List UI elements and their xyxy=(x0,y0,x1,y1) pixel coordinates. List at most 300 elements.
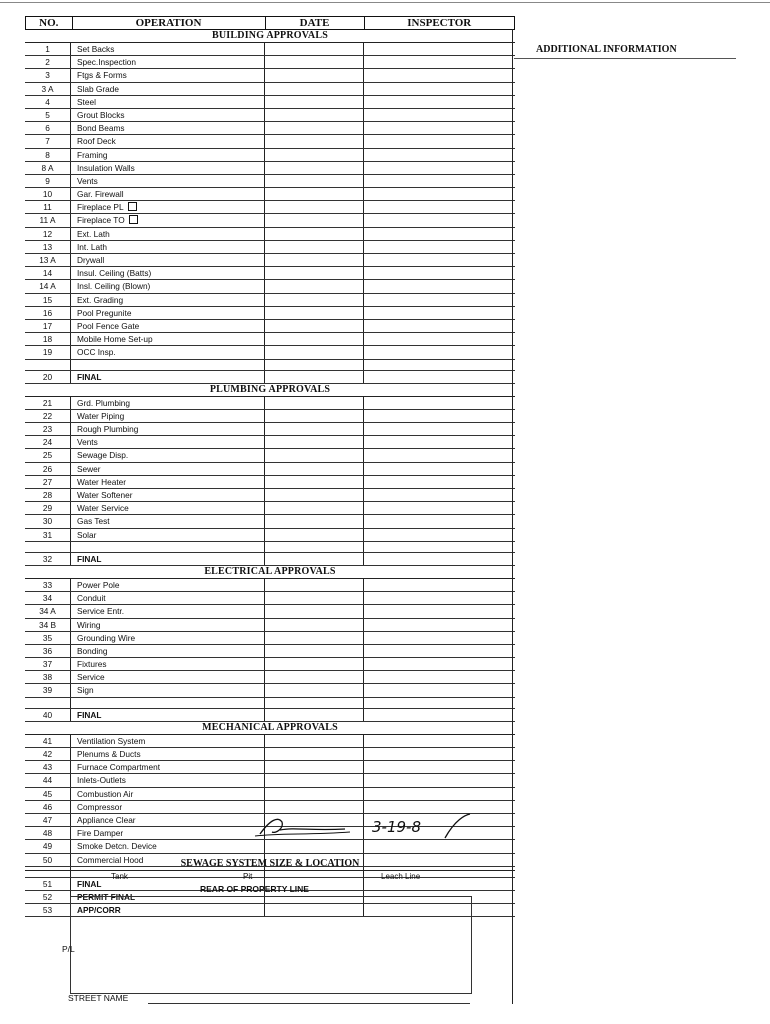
row-number: 49 xyxy=(25,840,71,852)
table-row xyxy=(25,619,515,632)
operation-label: Bonding xyxy=(77,645,108,656)
row-inspector-field[interactable] xyxy=(364,254,515,266)
row-operation xyxy=(71,735,265,747)
row-date-field[interactable] xyxy=(265,294,364,306)
operation-label: Wiring xyxy=(77,619,101,630)
table-row xyxy=(25,371,515,384)
section-title: ELECTRICAL APPROVALS xyxy=(25,566,515,579)
row-inspector-field[interactable] xyxy=(364,709,515,721)
top-rule xyxy=(0,2,770,3)
row-inspector-field[interactable] xyxy=(364,201,515,213)
row-number: 52 xyxy=(25,891,71,903)
row-number: 47 xyxy=(25,814,71,826)
row-date-field[interactable] xyxy=(265,83,364,95)
operation-label: Inlets-Outlets xyxy=(77,775,126,786)
table-row xyxy=(25,241,515,254)
row-date-field[interactable] xyxy=(265,109,364,121)
row-number: 4 xyxy=(25,96,71,108)
row-inspector-field[interactable] xyxy=(364,748,515,760)
operation-label: Service Entr. xyxy=(77,606,125,617)
row-inspector-field[interactable] xyxy=(364,840,515,852)
row-inspector-field[interactable] xyxy=(364,109,515,121)
additional-information-rule xyxy=(514,58,736,59)
row-date-field[interactable] xyxy=(265,333,364,345)
row-date-field[interactable] xyxy=(265,592,364,604)
row-operation xyxy=(71,827,265,839)
row-inspector-field[interactable] xyxy=(364,579,515,591)
section-title: BUILDING APPROVALS xyxy=(25,30,515,43)
row-number: 30 xyxy=(25,515,71,527)
row-date-field[interactable] xyxy=(265,241,364,253)
row-operation xyxy=(71,423,265,435)
row-date-field[interactable] xyxy=(265,228,364,240)
row-date-field[interactable] xyxy=(265,553,364,565)
row-inspector-field[interactable] xyxy=(364,735,515,747)
row-operation xyxy=(71,43,265,55)
operation-label: Fixtures xyxy=(77,659,107,670)
row-operation xyxy=(71,294,265,306)
row-operation xyxy=(71,333,265,345)
operation-label: Vents xyxy=(77,437,98,448)
row-number: 41 xyxy=(25,735,71,747)
table-row xyxy=(25,553,515,566)
row-date-field[interactable] xyxy=(265,280,364,292)
row-inspector-field[interactable] xyxy=(364,436,515,448)
section-title: MECHANICAL APPROVALS xyxy=(25,722,515,735)
operation-label: FINAL xyxy=(77,371,102,382)
table-row xyxy=(25,109,515,122)
row-number: 2 xyxy=(25,56,71,68)
table-row xyxy=(25,360,515,371)
row-operation xyxy=(71,162,265,174)
row-operation xyxy=(71,502,265,514)
row-inspector-field[interactable] xyxy=(364,122,515,134)
row-number: 8 A xyxy=(25,162,71,174)
row-date-field[interactable] xyxy=(265,735,364,747)
row-date-field[interactable] xyxy=(265,346,364,358)
table-row xyxy=(25,69,515,82)
row-date-field[interactable] xyxy=(265,410,364,422)
row-date-field[interactable] xyxy=(265,254,364,266)
table-row xyxy=(25,162,515,175)
row-date-field[interactable] xyxy=(265,489,364,501)
checkbox-icon[interactable] xyxy=(128,202,137,211)
row-date-field[interactable] xyxy=(265,698,364,708)
sewage-title: SEWAGE SYSTEM SIZE & LOCATION xyxy=(25,858,515,871)
table-row xyxy=(25,529,515,542)
row-inspector-field[interactable] xyxy=(364,553,515,565)
header-operation: OPERATION xyxy=(73,17,266,29)
row-inspector-field[interactable] xyxy=(364,280,515,292)
row-operation xyxy=(71,122,265,134)
row-number: 42 xyxy=(25,748,71,760)
row-date-field[interactable] xyxy=(265,307,364,319)
row-date-field[interactable] xyxy=(265,463,364,475)
row-date-field[interactable] xyxy=(265,188,364,200)
row-inspector-field[interactable] xyxy=(364,43,515,55)
operation-label: Drywall xyxy=(77,255,105,265)
operation-label: Grounding Wire xyxy=(77,632,136,643)
row-operation xyxy=(71,814,265,826)
table-row xyxy=(25,267,515,280)
row-inspector-field[interactable] xyxy=(364,228,515,240)
table-row xyxy=(25,410,515,423)
row-date-field[interactable] xyxy=(265,761,364,773)
table-row xyxy=(25,788,515,801)
row-operation xyxy=(71,109,265,121)
row-number: 39 xyxy=(25,684,71,696)
row-date-field[interactable] xyxy=(265,56,364,68)
row-inspector-field[interactable] xyxy=(364,463,515,475)
row-operation xyxy=(71,449,265,461)
row-number: 51 xyxy=(25,878,71,890)
approval-sections xyxy=(25,30,515,917)
table-row xyxy=(25,280,515,293)
property-plot-box[interactable] xyxy=(70,896,472,994)
row-inspector-field[interactable] xyxy=(364,684,515,696)
pit-label: Pit xyxy=(243,872,253,881)
table-row xyxy=(25,201,515,214)
row-date-field[interactable] xyxy=(265,542,364,552)
row-date-field[interactable] xyxy=(265,632,364,644)
operation-label: Gar. Firewall xyxy=(77,189,124,200)
row-date-field[interactable] xyxy=(265,175,364,187)
row-operation xyxy=(71,188,265,200)
operation-label: Vents xyxy=(77,175,98,186)
row-number: 48 xyxy=(25,827,71,839)
operation-label: Combustion Air xyxy=(77,788,134,799)
row-operation xyxy=(71,241,265,253)
row-date-field[interactable] xyxy=(265,645,364,657)
row-inspector-field[interactable] xyxy=(364,346,515,358)
table-row xyxy=(25,254,515,267)
row-date-field[interactable] xyxy=(265,436,364,448)
row-date-field[interactable] xyxy=(265,579,364,591)
operation-label: Sewage Disp. xyxy=(77,450,129,461)
operation-label: Sign xyxy=(77,685,94,696)
row-operation xyxy=(71,69,265,81)
table-row xyxy=(25,43,515,56)
table-row xyxy=(25,320,515,333)
table-row xyxy=(25,83,515,96)
row-operation xyxy=(71,410,265,422)
row-operation xyxy=(71,489,265,501)
operation-label: Set Backs xyxy=(77,44,115,54)
row-date-field[interactable] xyxy=(265,449,364,461)
operation-label: Fire Damper xyxy=(77,828,124,839)
row-operation xyxy=(71,476,265,488)
row-date-field[interactable] xyxy=(265,96,364,108)
row-date-field[interactable] xyxy=(265,709,364,721)
row-operation xyxy=(71,788,265,800)
operation-label: Appliance Clear xyxy=(77,814,136,825)
row-number: 37 xyxy=(25,658,71,670)
row-date-field[interactable] xyxy=(265,43,364,55)
row-inspector-field[interactable] xyxy=(364,333,515,345)
table-row xyxy=(25,658,515,671)
sewage-section xyxy=(25,858,515,883)
operation-label: Water Service xyxy=(77,503,129,514)
row-operation xyxy=(71,214,265,226)
operation-label: Spec.Inspection xyxy=(77,57,137,68)
row-inspector-field[interactable] xyxy=(364,542,515,552)
row-inspector-field[interactable] xyxy=(364,307,515,319)
header-date: DATE xyxy=(266,17,365,29)
row-number: 12 xyxy=(25,228,71,240)
row-inspector-field[interactable] xyxy=(364,175,515,187)
row-inspector-field[interactable] xyxy=(364,671,515,683)
row-number: 3 A xyxy=(25,83,71,95)
table-row xyxy=(25,135,515,148)
table-row xyxy=(25,671,515,684)
operation-label: Service xyxy=(77,672,105,683)
row-inspector-field[interactable] xyxy=(364,320,515,332)
row-inspector-field[interactable] xyxy=(364,489,515,501)
row-number: 21 xyxy=(25,397,71,409)
inspector-signature xyxy=(250,812,360,842)
row-number: 25 xyxy=(25,449,71,461)
row-inspector-field[interactable] xyxy=(364,698,515,708)
row-inspector-field[interactable] xyxy=(364,761,515,773)
operation-label: Solar xyxy=(77,529,97,540)
row-date-field[interactable] xyxy=(265,529,364,541)
row-inspector-field[interactable] xyxy=(364,410,515,422)
row-date-field[interactable] xyxy=(265,748,364,760)
row-number: 44 xyxy=(25,774,71,786)
operation-label: Conduit xyxy=(77,593,106,604)
leach-line-label: Leach Line xyxy=(381,872,421,881)
row-inspector-field[interactable] xyxy=(364,214,515,226)
row-date-field[interactable] xyxy=(265,840,364,852)
sewage-labels xyxy=(25,871,515,883)
row-number: 13 xyxy=(25,241,71,253)
row-inspector-field[interactable] xyxy=(364,502,515,514)
row-inspector-field[interactable] xyxy=(364,605,515,617)
operation-label: Ftgs & Forms xyxy=(77,70,127,81)
row-number: 35 xyxy=(25,632,71,644)
row-operation xyxy=(71,542,265,552)
row-number: 34 A xyxy=(25,605,71,617)
row-date-field[interactable] xyxy=(265,214,364,226)
table-row xyxy=(25,307,515,320)
row-date-field[interactable] xyxy=(265,476,364,488)
operation-label: OCC Insp. xyxy=(77,347,116,358)
row-operation xyxy=(71,774,265,786)
row-number: 9 xyxy=(25,175,71,187)
row-inspector-field[interactable] xyxy=(364,241,515,253)
row-inspector-field[interactable] xyxy=(364,83,515,95)
row-inspector-field[interactable] xyxy=(364,658,515,670)
operation-label: Ext. Lath xyxy=(77,228,110,239)
row-operation xyxy=(71,632,265,644)
svg-text:3-19-8: 3-19-8 xyxy=(372,818,421,836)
operation-label: Insl. Ceiling (Blown) xyxy=(77,281,151,292)
row-date-field[interactable] xyxy=(265,371,364,383)
row-operation xyxy=(71,135,265,147)
table-row xyxy=(25,346,515,359)
row-operation xyxy=(71,96,265,108)
row-date-field[interactable] xyxy=(265,658,364,670)
additional-information-heading: ADDITIONAL INFORMATION xyxy=(536,44,677,55)
row-inspector-field[interactable] xyxy=(364,423,515,435)
row-date-field[interactable] xyxy=(265,69,364,81)
row-date-field[interactable] xyxy=(265,788,364,800)
row-date-field[interactable] xyxy=(265,267,364,279)
operation-label: Grd. Plumbing xyxy=(77,397,131,408)
operation-label: Water Softener xyxy=(77,490,133,500)
row-operation xyxy=(71,553,265,565)
street-name-label: STREET NAME xyxy=(68,993,129,1003)
row-date-field[interactable] xyxy=(265,684,364,696)
table-row xyxy=(25,774,515,787)
row-number: 34 B xyxy=(25,619,71,631)
row-number: 1 xyxy=(25,43,71,55)
row-operation xyxy=(71,698,265,708)
table-header xyxy=(25,16,515,30)
row-inspector-field[interactable] xyxy=(364,135,515,147)
row-operation xyxy=(71,592,265,604)
operation-label: Furnace Compartment xyxy=(77,762,161,773)
row-operation xyxy=(71,228,265,240)
table-row xyxy=(25,489,515,502)
row-number: 15 xyxy=(25,294,71,306)
operation-label: Steel xyxy=(77,96,96,107)
operation-label: APP/CORR xyxy=(77,905,121,916)
row-inspector-field[interactable] xyxy=(364,188,515,200)
row-inspector-field[interactable] xyxy=(364,96,515,108)
row-date-field[interactable] xyxy=(265,671,364,683)
row-inspector-field[interactable] xyxy=(364,515,515,527)
row-date-field[interactable] xyxy=(265,774,364,786)
row-date-field[interactable] xyxy=(265,423,364,435)
operation-label: Int. Lath xyxy=(77,241,107,252)
row-date-field[interactable] xyxy=(265,201,364,213)
row-number: 16 xyxy=(25,307,71,319)
row-inspector-field[interactable] xyxy=(364,529,515,541)
table-row xyxy=(25,96,515,109)
row-date-field[interactable] xyxy=(265,162,364,174)
table-row xyxy=(25,502,515,515)
row-operation xyxy=(71,397,265,409)
row-date-field[interactable] xyxy=(265,320,364,332)
operation-label: FINAL xyxy=(77,878,102,889)
row-number: 34 xyxy=(25,592,71,604)
row-inspector-field[interactable] xyxy=(364,69,515,81)
operation-label: Compressor xyxy=(77,801,123,812)
row-number: 36 xyxy=(25,645,71,657)
operation-label: Water Piping xyxy=(77,410,125,421)
row-number: 22 xyxy=(25,410,71,422)
operation-label: Plenums & Ducts xyxy=(77,749,141,759)
table-row xyxy=(25,592,515,605)
row-operation xyxy=(71,671,265,683)
table-row xyxy=(25,397,515,410)
row-operation xyxy=(71,645,265,657)
row-inspector-field[interactable] xyxy=(364,788,515,800)
row-date-field[interactable] xyxy=(265,360,364,370)
row-operation xyxy=(71,149,265,161)
row-date-field[interactable] xyxy=(265,397,364,409)
operation-label: Framing xyxy=(77,149,108,160)
row-number: 5 xyxy=(25,109,71,121)
row-inspector-field[interactable] xyxy=(364,619,515,631)
row-inspector-field[interactable] xyxy=(364,397,515,409)
row-date-field[interactable] xyxy=(265,122,364,134)
row-operation xyxy=(71,529,265,541)
tank-label: Tank xyxy=(111,872,128,881)
header-no: NO. xyxy=(26,17,73,29)
row-number: 14 A xyxy=(25,280,71,292)
row-operation xyxy=(71,436,265,448)
section-title: PLUMBING APPROVALS xyxy=(25,384,515,397)
checkbox-icon[interactable] xyxy=(129,215,138,224)
row-number xyxy=(25,698,71,708)
table-row xyxy=(25,645,515,658)
row-operation xyxy=(71,801,265,813)
row-number: 13 A xyxy=(25,254,71,266)
row-inspector-field[interactable] xyxy=(364,267,515,279)
row-operation xyxy=(71,761,265,773)
row-inspector-field[interactable] xyxy=(364,774,515,786)
row-operation xyxy=(71,83,265,95)
row-inspector-field[interactable] xyxy=(364,56,515,68)
row-date-field[interactable] xyxy=(265,605,364,617)
table-row xyxy=(25,214,515,227)
row-number: 38 xyxy=(25,671,71,683)
row-number: 31 xyxy=(25,529,71,541)
table-row xyxy=(25,122,515,135)
table-row xyxy=(25,605,515,618)
row-inspector-field[interactable] xyxy=(364,592,515,604)
row-number: 14 xyxy=(25,267,71,279)
row-number: 11 A xyxy=(25,214,71,226)
row-operation xyxy=(71,360,265,370)
row-date-field[interactable] xyxy=(265,149,364,161)
row-number: 26 xyxy=(25,463,71,475)
table-row xyxy=(25,748,515,761)
row-inspector-field[interactable] xyxy=(364,645,515,657)
table-row xyxy=(25,449,515,462)
row-inspector-field[interactable] xyxy=(364,632,515,644)
row-date-field[interactable] xyxy=(265,619,364,631)
row-date-field[interactable] xyxy=(265,502,364,514)
operation-label: Fireplace PL xyxy=(77,202,124,213)
row-number: 33 xyxy=(25,579,71,591)
table-row xyxy=(25,709,515,722)
pl-label: P/L xyxy=(62,944,75,954)
row-number: 23 xyxy=(25,423,71,435)
row-number: 50 xyxy=(25,854,71,866)
operation-label: Roof Deck xyxy=(77,136,116,147)
row-operation xyxy=(71,307,265,319)
street-name-field[interactable] xyxy=(148,1003,470,1004)
row-number: 45 xyxy=(25,788,71,800)
row-date-field[interactable] xyxy=(265,515,364,527)
table-row xyxy=(25,761,515,774)
row-inspector-field[interactable] xyxy=(364,162,515,174)
row-inspector-field[interactable] xyxy=(364,360,515,370)
operation-label: Insul. Ceiling (Batts) xyxy=(77,268,152,279)
row-inspector-field[interactable] xyxy=(364,449,515,461)
row-inspector-field[interactable] xyxy=(364,149,515,161)
row-number: 8 xyxy=(25,149,71,161)
row-inspector-field[interactable] xyxy=(364,294,515,306)
row-number: 40 xyxy=(25,709,71,721)
row-date-field[interactable] xyxy=(265,135,364,147)
row-inspector-field[interactable] xyxy=(364,371,515,383)
row-inspector-field[interactable] xyxy=(364,476,515,488)
row-number: 18 xyxy=(25,333,71,345)
